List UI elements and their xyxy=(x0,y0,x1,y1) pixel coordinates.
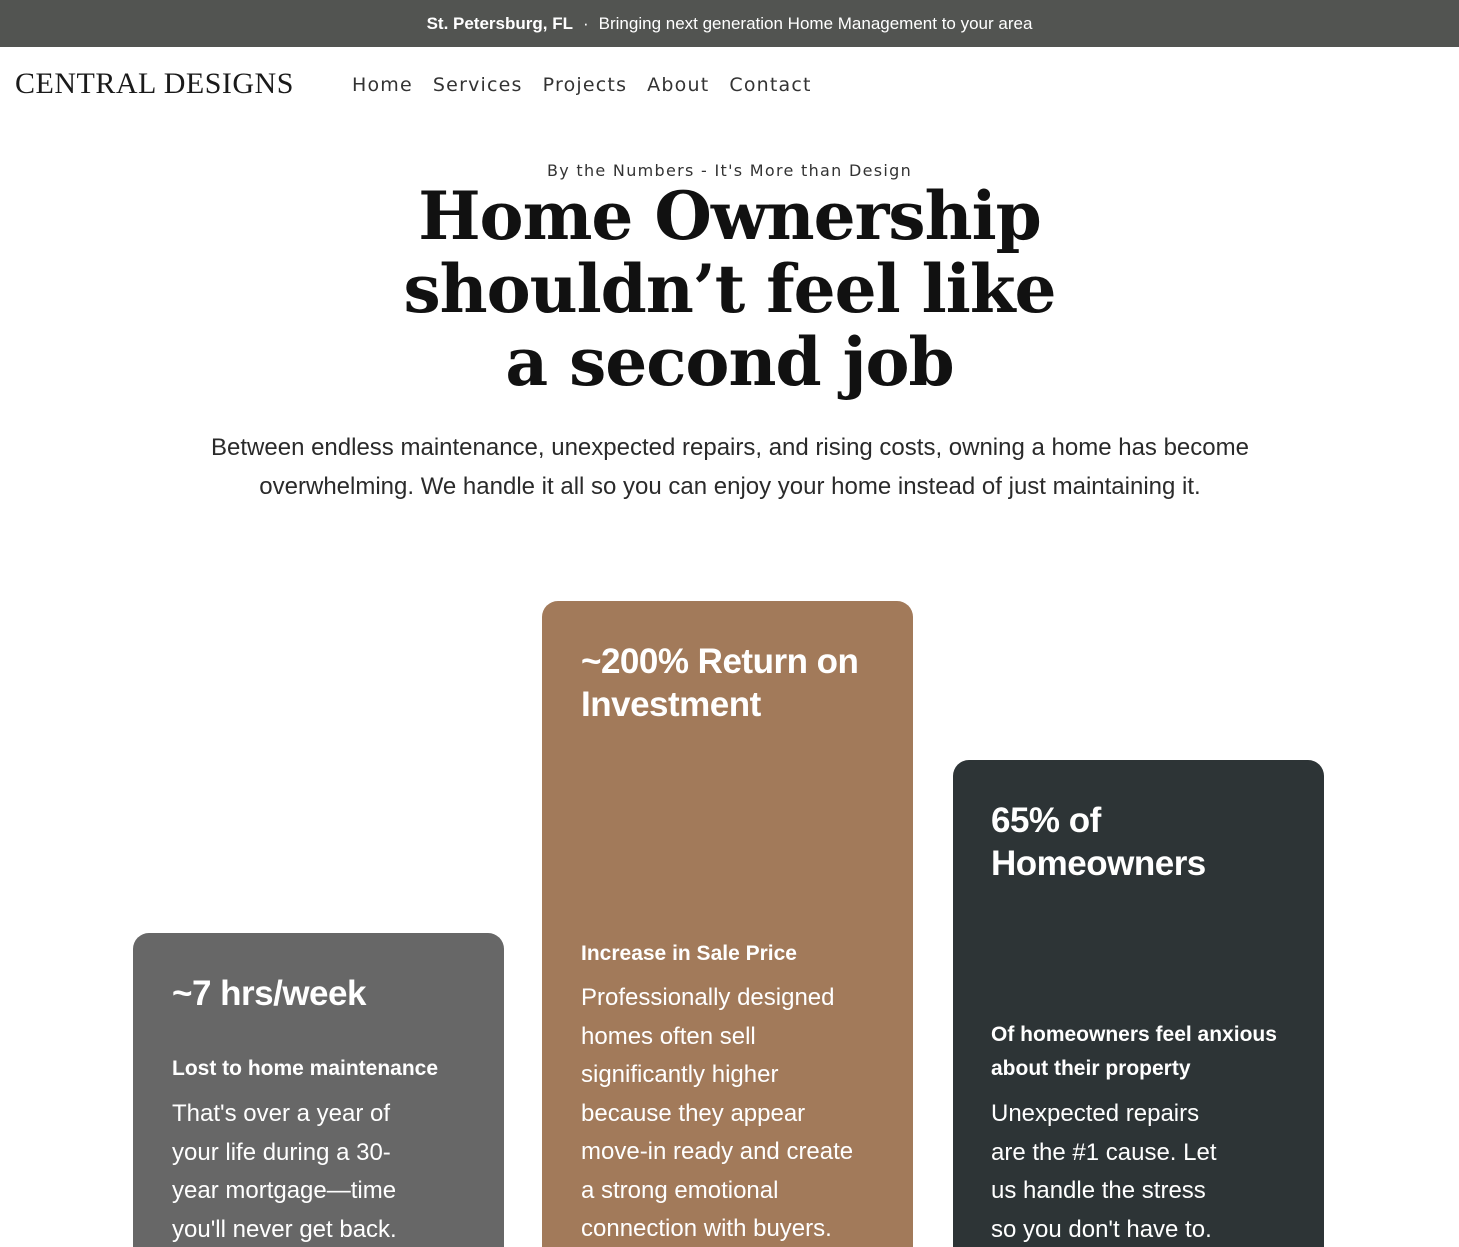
stat-subtitle xyxy=(991,1018,1277,1086)
description-line: Unexpected repairs xyxy=(991,1100,1200,1127)
description-line: a strong emotional xyxy=(581,1176,779,1204)
stat-value xyxy=(581,640,858,726)
announcement-bar xyxy=(0,0,1459,47)
announcement-separator: · xyxy=(582,13,589,33)
description-line: That's over a year of xyxy=(172,1100,391,1127)
description-line: us handle the stress xyxy=(991,1177,1206,1204)
stat-card-homeowners xyxy=(953,760,1324,1247)
nav-about-link[interactable]: About xyxy=(647,74,710,96)
subtitle-line: Increase in Sale Price xyxy=(581,942,797,965)
description-line: so you don't have to. xyxy=(991,1215,1212,1243)
description-line: you'll never get back. xyxy=(172,1215,397,1243)
subtitle-line: Of homeowners feel anxious xyxy=(991,1023,1277,1046)
nav-contact-link[interactable]: Contact xyxy=(729,74,812,96)
intro-line: Between endless maintenance, unexpected repairs, and rising costs, owning a home has become xyxy=(211,434,1249,461)
stat-card-maintenance xyxy=(133,933,504,1247)
nav-home-link[interactable]: Home xyxy=(352,74,413,96)
stat-line: ~7 hrs/week xyxy=(172,974,366,1013)
stat-description xyxy=(581,979,853,1247)
stat-subtitle xyxy=(581,937,797,971)
hero-intro xyxy=(190,428,1270,506)
stat-description xyxy=(991,1095,1217,1247)
description-line: because they appear xyxy=(581,1099,806,1127)
hero-headline xyxy=(0,177,1459,401)
section-eyebrow: By the Numbers - It's More than Design xyxy=(546,161,913,180)
subtitle-line: about their property xyxy=(991,1057,1191,1080)
stat-line: ~200% Return on xyxy=(581,642,859,681)
description-line: significantly higher xyxy=(581,1061,779,1088)
subtitle-line: Lost to home maintenance xyxy=(172,1057,439,1080)
stat-card-roi xyxy=(542,601,913,1247)
description-line: your life during a 30- xyxy=(172,1138,391,1166)
intro-line: overwhelming. We handle it all so you can enjoy your home instead of just maintaining it. xyxy=(259,473,1201,500)
nav-projects-link[interactable]: Projects xyxy=(542,74,628,96)
site-logo[interactable]: CENTRAL DESIGNS xyxy=(15,67,294,100)
stat-line: Investment xyxy=(581,685,761,724)
description-line: homes often sell xyxy=(581,1022,756,1050)
stat-subtitle xyxy=(172,1052,438,1086)
stat-description xyxy=(172,1095,397,1247)
description-line: connection with buyers. xyxy=(581,1215,832,1242)
nav-services-link[interactable]: Services xyxy=(432,74,523,96)
stat-value xyxy=(172,972,366,1015)
description-line: year mortgage—time xyxy=(172,1177,397,1204)
description-line: are the #1 cause. Let xyxy=(991,1138,1217,1166)
stat-line: 65% of xyxy=(991,801,1101,840)
stat-line: Homeowners xyxy=(991,844,1206,883)
announcement-message: Bringing next generation Home Management to your area xyxy=(598,13,1033,33)
description-line: move-in ready and create xyxy=(581,1138,854,1165)
description-line: Professionally designed xyxy=(581,984,835,1011)
stat-value xyxy=(991,799,1206,885)
headline-line: shouldn’t feel like xyxy=(403,250,1056,328)
headline-line: a second job xyxy=(505,323,954,401)
main-nav xyxy=(352,74,812,96)
headline-line: Home Ownership xyxy=(418,177,1041,255)
announcement-location: St. Petersburg, FL xyxy=(426,13,573,33)
